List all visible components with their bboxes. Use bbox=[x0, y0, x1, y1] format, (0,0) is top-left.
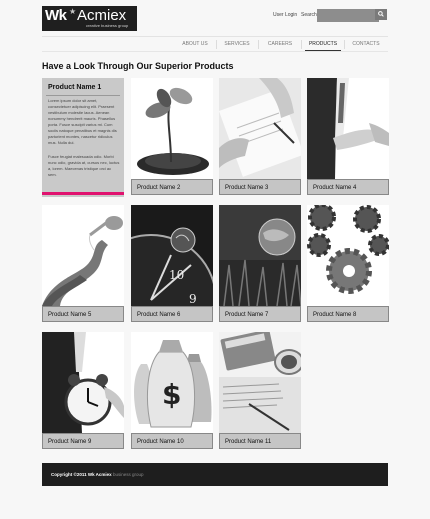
product-name: Product Name 5 bbox=[42, 306, 124, 322]
product-name: Product Name 7 bbox=[219, 306, 301, 322]
nav-divider-top bbox=[42, 36, 388, 37]
globe-grass-icon bbox=[219, 205, 301, 306]
product-card[interactable] bbox=[219, 205, 301, 324]
nav-separator bbox=[344, 40, 345, 49]
product-image bbox=[219, 78, 301, 179]
nav-contacts[interactable]: CONTACTS bbox=[352, 41, 380, 47]
nav-services[interactable]: SERVICES bbox=[224, 41, 250, 47]
gears-icon bbox=[307, 205, 389, 306]
nav-divider-bottom bbox=[42, 51, 388, 52]
nav-separator bbox=[258, 40, 259, 49]
sprout-icon bbox=[131, 78, 213, 179]
alarm-clock-icon bbox=[42, 332, 124, 433]
product-image bbox=[307, 78, 389, 179]
product-image bbox=[131, 205, 213, 306]
logo-wk: Wk bbox=[45, 7, 67, 24]
nav-products[interactable]: PRODUCTS bbox=[305, 39, 341, 51]
user-login-link[interactable]: User Login bbox=[273, 12, 298, 18]
page-title: Have a Look Through Our Superior Products bbox=[42, 61, 234, 71]
featured-product-title: Product Name 1 bbox=[48, 84, 102, 91]
logo[interactable] bbox=[42, 6, 137, 31]
featured-product[interactable] bbox=[42, 78, 124, 197]
search-input[interactable] bbox=[317, 9, 379, 22]
footer-copyright-text: Copyright ©2011 Wk Acmiex bbox=[51, 472, 112, 477]
product-card[interactable] bbox=[307, 205, 389, 324]
product-image bbox=[42, 205, 124, 306]
product-card[interactable] bbox=[131, 205, 213, 324]
product-card[interactable] bbox=[42, 205, 124, 324]
product-card[interactable] bbox=[219, 332, 301, 451]
product-card[interactable] bbox=[42, 332, 124, 451]
svg-text:9: 9 bbox=[189, 292, 197, 306]
product-card[interactable] bbox=[131, 332, 213, 451]
nav-about-us[interactable]: ABOUT US bbox=[182, 41, 208, 47]
handshake-icon bbox=[307, 78, 389, 179]
footer-copyright bbox=[51, 472, 143, 477]
product-name: Product Name 6 bbox=[131, 306, 213, 322]
money-bags-icon bbox=[131, 332, 213, 433]
product-image bbox=[307, 205, 389, 306]
product-name: Product Name 11 bbox=[219, 433, 301, 449]
product-name: Product Name 10 bbox=[131, 433, 213, 449]
logo-name: Acmiex bbox=[77, 7, 127, 24]
product-name: Product Name 4 bbox=[307, 179, 389, 195]
logo-tagline: creative business group bbox=[86, 23, 129, 28]
product-name: Product Name 8 bbox=[307, 306, 389, 322]
calculator-icon bbox=[219, 332, 301, 433]
hands-paper-icon bbox=[219, 78, 301, 179]
clock-globe-icon bbox=[131, 205, 213, 306]
search-label: Search bbox=[301, 12, 317, 18]
product-image bbox=[131, 332, 213, 433]
search-button[interactable] bbox=[375, 9, 387, 20]
product-name: Product Name 3 bbox=[219, 179, 301, 195]
product-image bbox=[219, 205, 301, 306]
featured-description-2: Fusce feugiat malesuada odio. Morbi nunc odio, gravida at, cursus nec, luctus a, lorem. Maecenas tristique orci ac sem. bbox=[48, 154, 120, 177]
product-name: Product Name 9 bbox=[42, 433, 124, 449]
product-card[interactable] bbox=[131, 78, 213, 197]
footer bbox=[42, 463, 388, 486]
nav-separator bbox=[301, 40, 302, 49]
product-name: Product Name 2 bbox=[131, 179, 213, 195]
product-image bbox=[131, 78, 213, 179]
logo-star-icon: ★ bbox=[69, 7, 77, 16]
svg-text:$: $ bbox=[162, 378, 182, 411]
product-image bbox=[219, 332, 301, 433]
nav-careers[interactable]: CAREERS bbox=[267, 41, 293, 47]
watering-can-icon bbox=[42, 205, 124, 306]
featured-accent-bar bbox=[42, 192, 124, 195]
nav-separator bbox=[216, 40, 217, 49]
product-card[interactable] bbox=[307, 78, 389, 197]
product-card[interactable] bbox=[219, 78, 301, 197]
featured-divider bbox=[46, 95, 120, 96]
product-image bbox=[42, 332, 124, 433]
featured-description: Lorem ipsum dolor sit amet, consectetuer adipiscing elit. Praesent vestibulum molestie lacus. Aenean nonummy hendrerit mauris. Phasellus porta. Fusce suscipit varius mi. Cum sociis natoque penatibus et magnis dis parturient montes, nascetur ridiculus mus. Nulla dui. bbox=[48, 98, 117, 145]
search-icon bbox=[378, 11, 384, 17]
svg-text:10: 10 bbox=[169, 268, 185, 282]
footer-tagline: business group bbox=[112, 472, 144, 477]
